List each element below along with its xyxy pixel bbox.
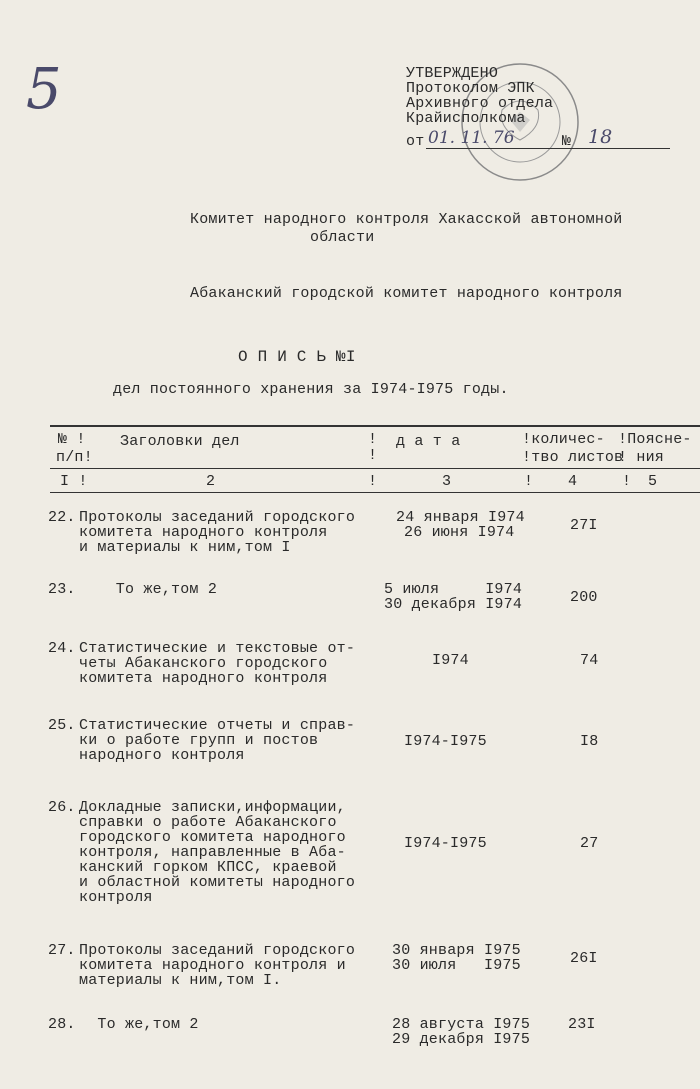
- table-row-num: 24.: [48, 640, 76, 657]
- header-note-2: ! ния: [618, 449, 665, 466]
- approval-line: Архивного отдела: [406, 95, 554, 112]
- header-date: д а т а: [396, 433, 461, 450]
- handwritten-page-number: 5: [26, 57, 62, 122]
- approval-underline: [426, 148, 670, 149]
- header-title: Заголовки дел: [120, 433, 240, 450]
- header-sep: !: [368, 447, 378, 464]
- table-row-count: 74: [580, 652, 599, 669]
- table-row-title: Протоколы заседаний городского комитета народного контроля и материалы к ним,том I.: [79, 942, 356, 989]
- approval-from-label: от: [406, 133, 425, 150]
- table-row-dates: 30 января I975 30 июля I975: [392, 942, 521, 974]
- committee-line-2: области: [310, 229, 375, 246]
- inventory-title: О П И С Ь №I: [238, 348, 356, 366]
- table-row-title: Статистические и текстовые от- четы Абаканского городского комитета народного контроля: [79, 640, 356, 687]
- colnum-4: 4: [568, 473, 578, 490]
- table-row-num: 25.: [48, 717, 76, 734]
- table-row-dates: 28 августа I975 29 декабря I975: [392, 1016, 531, 1048]
- table-row-count: 27: [580, 835, 599, 852]
- header-note-1: !Поясне-: [618, 431, 692, 448]
- table-row-num: 22.: [48, 509, 76, 526]
- approval-number: 18: [588, 126, 613, 148]
- header-count-1: !количес-: [522, 431, 605, 448]
- table-row-num: 27.: [48, 942, 76, 959]
- table-colnum-rule: [50, 492, 700, 493]
- approval-line: УТВЕРЖДЕНО: [406, 65, 499, 82]
- colnum-5: 5: [648, 473, 658, 490]
- table-row-title: Докладные записки,информации, справки о работе Абаканского городского комитета народного контроля, направленные в Аба- канский горком КПСС, краевой и областной комитеты народного контроля: [79, 799, 356, 906]
- approval-block: [406, 66, 553, 126]
- table-row-count: 23I: [568, 1016, 596, 1033]
- colnum-sep: !: [368, 473, 378, 490]
- table-row-dates: 5 июля I974 30 декабря I974: [384, 581, 523, 613]
- table-row-title: Статистические отчеты и справ- ки о работе групп и постов народного контроля: [79, 717, 356, 764]
- table-row-count: 26I: [570, 950, 598, 967]
- inventory-subtitle: дел постоянного хранения за I974-I975 годы.: [113, 381, 509, 398]
- header-num-2: п/п!: [56, 449, 93, 466]
- approval-date: 01. 11. 76: [428, 128, 515, 148]
- table-row-title: То же,том 2: [79, 581, 218, 598]
- header-num-1: № !: [58, 431, 86, 448]
- table-row-dates: I974-I975: [404, 835, 487, 852]
- table-row-dates: I974-I975: [404, 733, 487, 750]
- header-sep: !: [368, 431, 378, 448]
- colnum-2: 2: [206, 473, 216, 490]
- table-row-count: 27I: [570, 517, 598, 534]
- table-row-count: 200: [570, 589, 598, 606]
- colnum-sep: !: [524, 473, 534, 490]
- approval-line: Протоколом ЭПК: [406, 80, 535, 97]
- colnum-1: I !: [60, 473, 88, 490]
- approval-number-label: №: [562, 133, 572, 150]
- table-row-num: 28.: [48, 1016, 76, 1033]
- approval-line: Крайисполкома: [406, 110, 526, 127]
- table-row-title: То же,том 2: [79, 1016, 199, 1033]
- table-row-num: 23.: [48, 581, 76, 598]
- table-row-count: I8: [580, 733, 599, 750]
- table-row-num: 26.: [48, 799, 76, 816]
- city-committee-heading: Абаканский городской комитет народного контроля: [190, 285, 623, 302]
- colnum-3: 3: [442, 473, 452, 490]
- table-header-rule: [50, 468, 700, 469]
- table-row-title: Протоколы заседаний городского комитета народного контроля и материалы к ним,том I: [79, 509, 356, 556]
- table-row-dates: 24 января I974 26 июня I974: [396, 509, 525, 541]
- table-row-dates: I974: [432, 652, 469, 669]
- table-top-rule: [50, 425, 700, 427]
- committee-line-1: Комитет народного контроля Хакасской автономной: [190, 211, 623, 228]
- colnum-sep: !: [622, 473, 632, 490]
- header-count-2: !тво листов: [522, 449, 624, 466]
